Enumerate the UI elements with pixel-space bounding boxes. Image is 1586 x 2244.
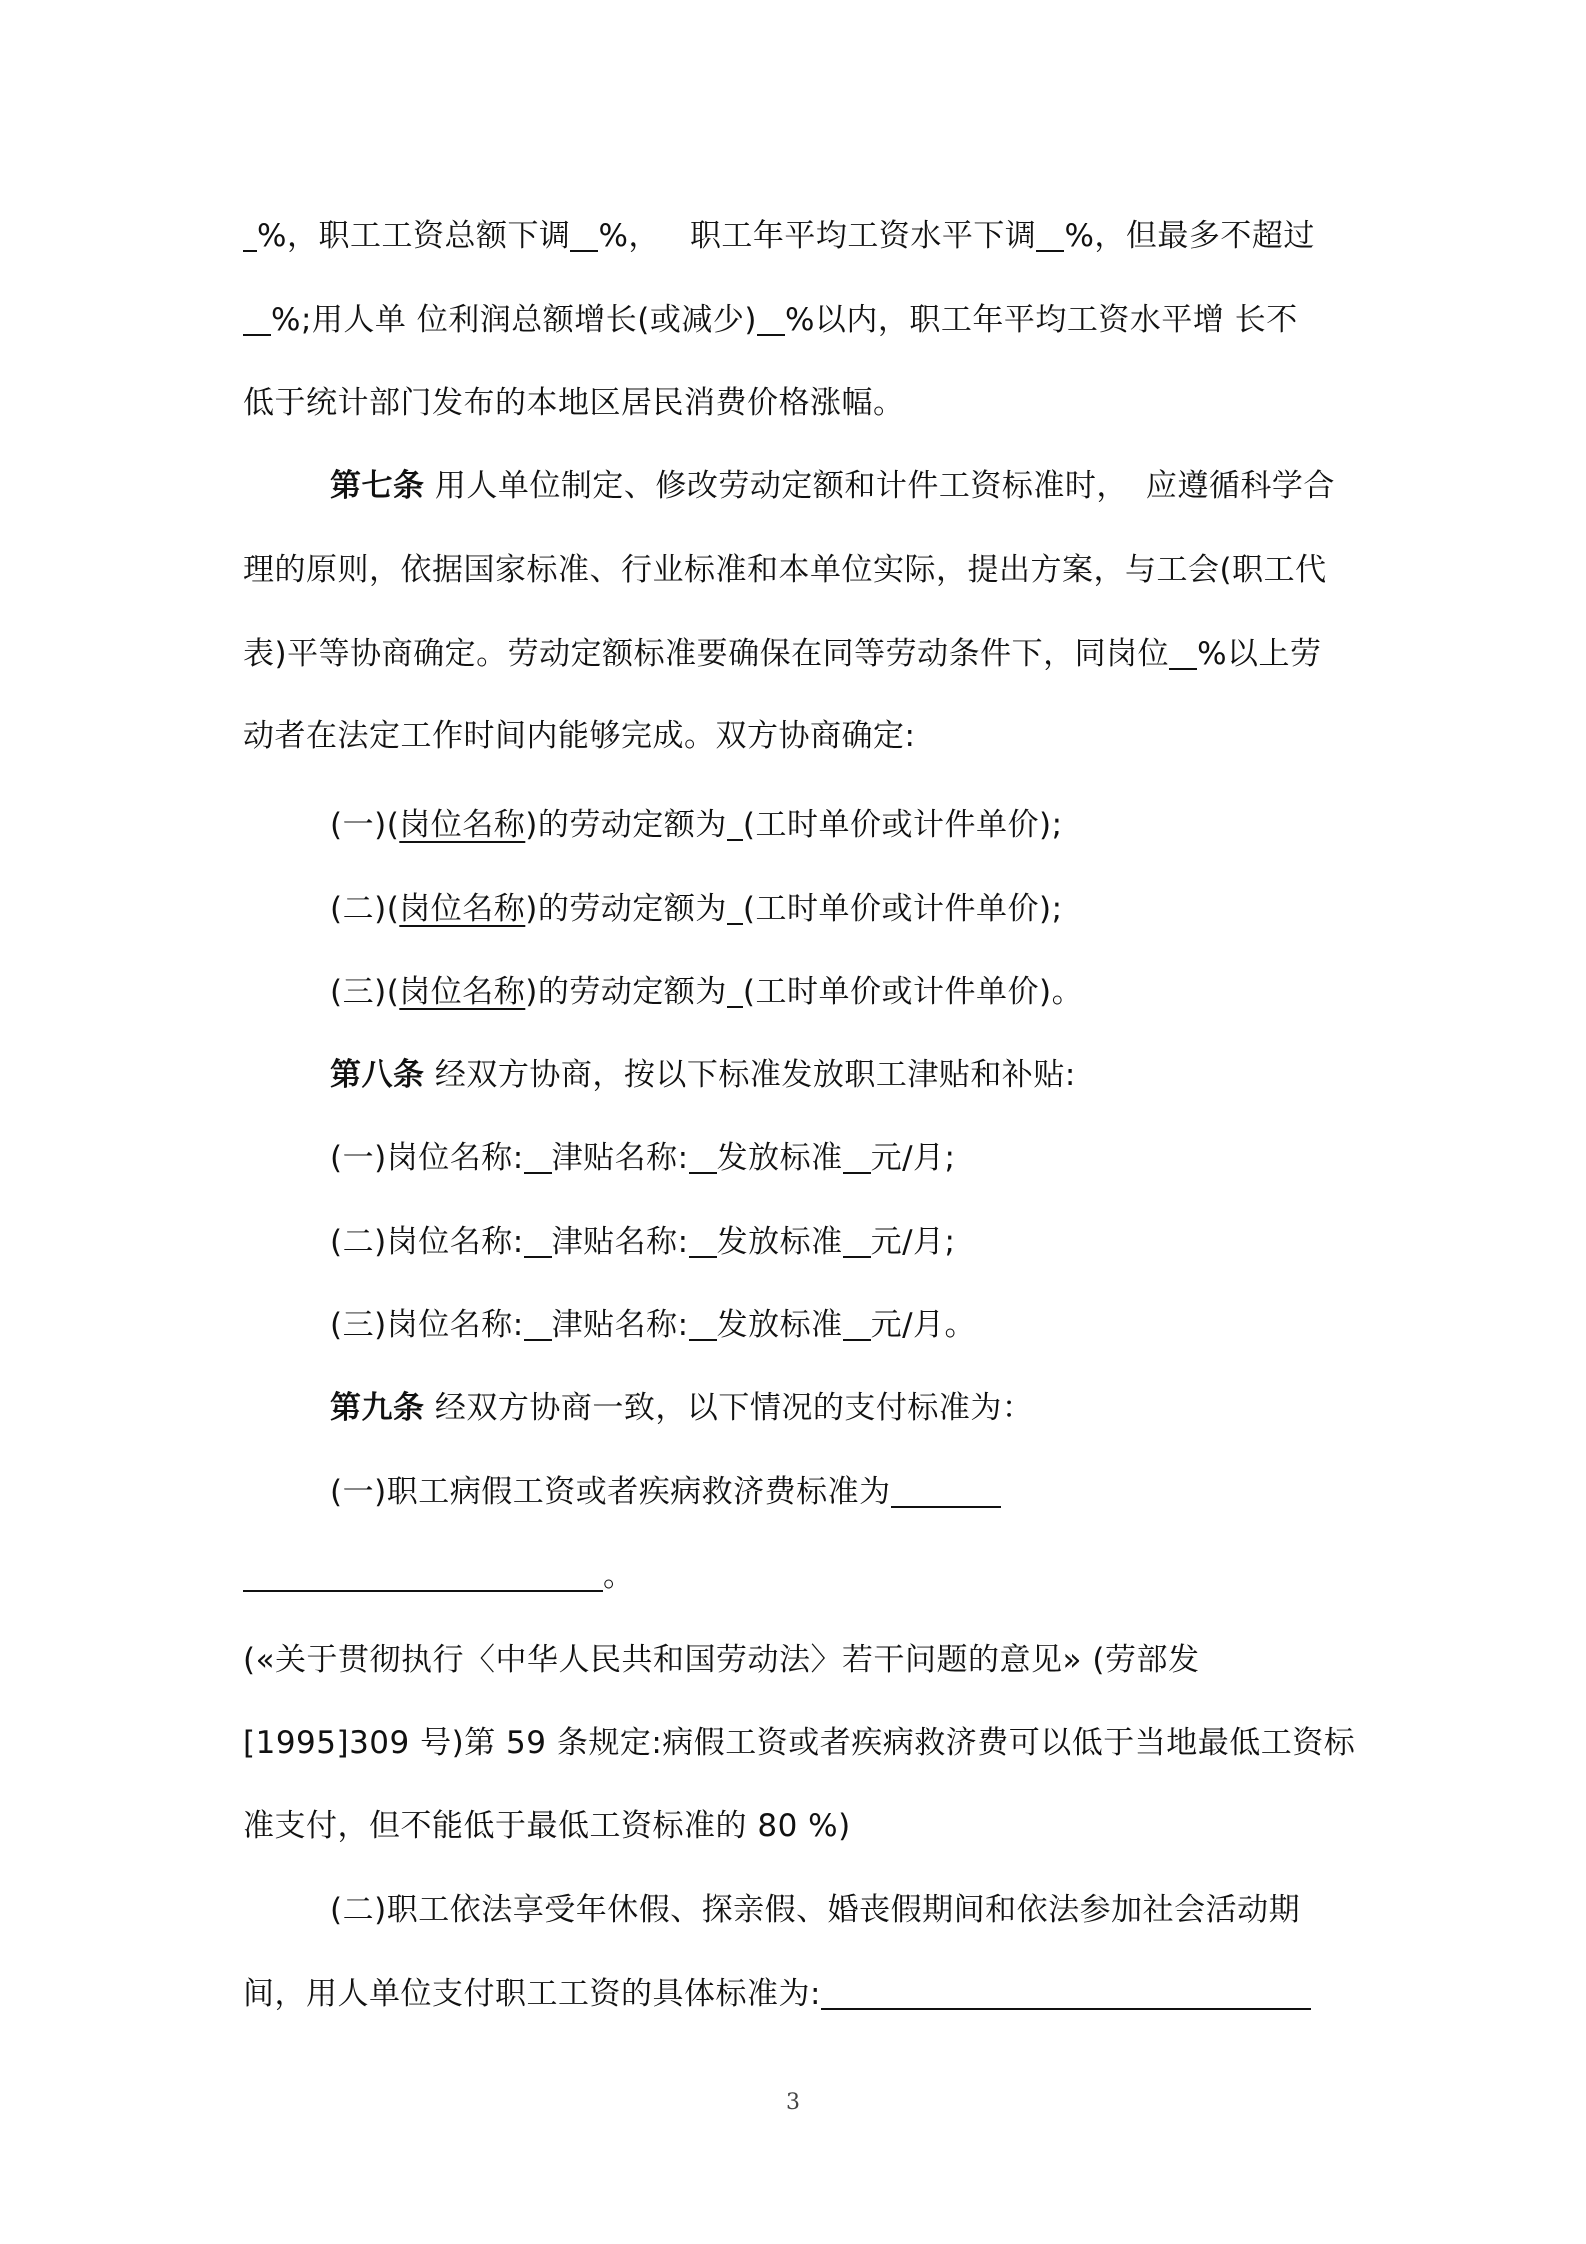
text-line: 表)平等协商确定。劳动定额标准要确保在同等劳动条件下，同岗位 %以上劳 (243, 636, 1322, 672)
blank (727, 972, 743, 1008)
blank (843, 1305, 871, 1341)
blank (727, 805, 743, 841)
text-line: 理的原则，依据国家标准、行业标准和本单位实际，提出方案，与工会(职工代 (243, 552, 1327, 588)
quota-item: (一)(岗位名称)的劳动定额为 (工时单价或计件单价); (330, 807, 1063, 843)
text-line: 动者在法定工作时间内能够完成。双方协商确定: (243, 718, 916, 754)
blank (727, 889, 743, 925)
quota-item: (三)(岗位名称)的劳动定额为 (工时单价或计件单价)。 (330, 974, 1084, 1010)
note-line: [1995]309 号)第 59 条规定:病假工资或者疾病救济费可以低于当地最低工资标 (243, 1725, 1356, 1761)
blank (891, 1472, 1001, 1508)
article-9-heading: 第九条 经双方协商一致，以下情况的支付标准为： (330, 1390, 1034, 1426)
blank (689, 1138, 717, 1174)
text-line: %，职工工资总额下调 %， 职工年平均工资水平下调 %，但最多不超过 (243, 216, 1315, 256)
note-line: 准支付，但不能低于最低工资标准的 80 %) (243, 1808, 851, 1844)
blank (524, 1138, 552, 1174)
blank (689, 1305, 717, 1341)
blank (843, 1138, 871, 1174)
allowance-item: (二)岗位名称: 津贴名称: 发放标准 元/月; (330, 1224, 956, 1260)
blank (689, 1222, 717, 1258)
blank (821, 1974, 1311, 2010)
text-line: %;用人单 位利润总额增长(或减少) %以内，职工年平均工资水平增 长不 (243, 300, 1298, 340)
blank (243, 1556, 603, 1592)
article-7-heading: 第七条 用人单位制定、修改劳动定额和计件工资标准时， 应遵循科学合 (330, 468, 1335, 504)
text-line: 。 (243, 1556, 635, 1596)
text-line: (二)职工依法享受年休假、探亲假、婚丧假期间和依法参加社会活动期 (330, 1892, 1301, 1928)
quota-item: (二)(岗位名称)的劳动定额为 (工时单价或计件单价); (330, 891, 1063, 927)
blank (524, 1222, 552, 1258)
blank (1036, 216, 1064, 252)
text-line: 低于统计部门发布的本地区居民消费价格涨幅。 (243, 385, 905, 421)
blank (1169, 634, 1197, 670)
allowance-item: (三)岗位名称: 津贴名称: 发放标准 元/月。 (330, 1307, 977, 1343)
blank (570, 216, 598, 252)
blank (243, 216, 257, 252)
blank (757, 300, 785, 336)
text-line: (一)职工病假工资或者疾病救济费标准为 (330, 1472, 1001, 1512)
blank (243, 300, 271, 336)
blank (843, 1222, 871, 1258)
allowance-item: (一)岗位名称: 津贴名称: 发放标准 元/月; (330, 1140, 956, 1176)
text-line: 间，用人单位支付职工工资的具体标准为: (243, 1974, 1311, 2014)
note-line: («关于贯彻执行〈中华人民共和国劳动法〉若干问题的意见» (劳部发 (243, 1642, 1200, 1678)
page-number: 3 (786, 2090, 800, 2115)
blank (524, 1305, 552, 1341)
article-8-heading: 第八条 经双方协商，按以下标准发放职工津贴和补贴: (330, 1057, 1076, 1093)
